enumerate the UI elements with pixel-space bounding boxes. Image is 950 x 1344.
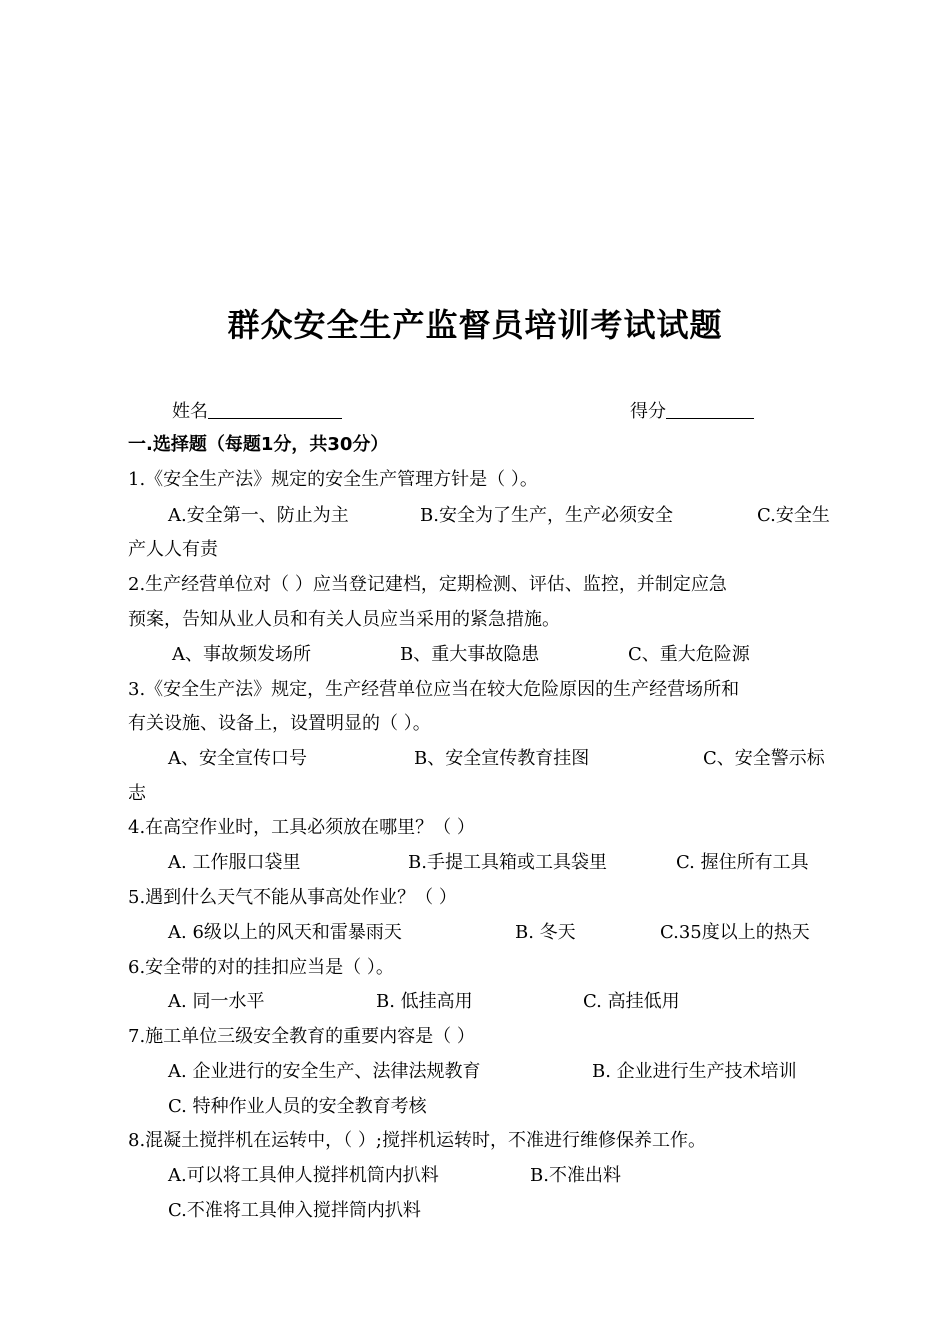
- section-title: 一.选择题（每题1分，共30分）: [128, 434, 389, 455]
- question-7-stem: 7.施工单位三级安全教育的重要内容是（ ）: [128, 1026, 475, 1047]
- question-7-option-c: C. 特种作业人员的安全教育考核: [168, 1096, 427, 1117]
- name-label: 姓名: [172, 401, 208, 422]
- question-4-option-b: B.手提工具箱或工具袋里: [408, 852, 607, 873]
- question-2-option-b: B、重大事故隐患: [400, 644, 540, 665]
- question-8-stem: 8.混凝土搅拌机在运转中，（ ）;搅拌机运转时，不准进行维修保养工作。: [128, 1130, 706, 1151]
- question-8-option-c: C.不准将工具伸入搅拌筒内扒料: [168, 1200, 421, 1221]
- question-7-option-b: B. 企业进行生产技术培训: [592, 1061, 797, 1082]
- question-2-stem-line-1: 2.生产经营单位对（ ）应当登记建档，定期检测、评估、监控，并制定应急: [128, 574, 727, 595]
- question-6-stem: 6.安全带的对的挂扣应当是（ ）。: [128, 957, 394, 978]
- question-1-continuation: 产人人有责: [128, 539, 218, 560]
- question-1-option-a: A.安全第一、防止为主: [168, 505, 349, 526]
- question-6-option-c: C. 高挂低用: [583, 991, 680, 1012]
- question-8-option-b: B.不准出料: [530, 1165, 621, 1186]
- question-5-stem: 5.遇到什么天气不能从事高处作业？（ ）: [128, 887, 457, 908]
- question-3-option-a: A、安全宣传口号: [168, 748, 307, 769]
- question-3-stem-line-1: 3.《安全生产法》规定，生产经营单位应当在较大危险原因的生产经营场所和: [128, 679, 740, 700]
- question-2-option-a: A、事故频发场所: [172, 644, 311, 665]
- question-5-option-b: B. 冬天: [515, 922, 576, 943]
- question-7-option-a: A. 企业进行的安全生产、法律法规教育: [168, 1061, 481, 1082]
- score-label: 得分: [630, 401, 666, 422]
- name-blank[interactable]: [208, 398, 342, 419]
- question-2-option-c: C、重大危险源: [628, 644, 750, 665]
- question-3-option-c: C、安全警示标: [703, 748, 825, 769]
- question-1-option-c: C.安全生: [757, 505, 830, 526]
- question-4-option-c: C. 握住所有工具: [676, 852, 809, 873]
- page-title: 群众安全生产监督员培训考试试题: [227, 306, 723, 344]
- question-5-option-c: C.35度以上的热天: [660, 922, 810, 943]
- score-field: [630, 398, 754, 425]
- question-4-option-a: A. 工作服口袋里: [168, 852, 301, 873]
- score-blank[interactable]: [666, 398, 754, 419]
- question-3-option-b: B、安全宣传教育挂图: [414, 748, 590, 769]
- name-field: [172, 398, 342, 425]
- question-6-option-a: A. 同一水平: [168, 991, 265, 1012]
- question-3-continuation: 志: [128, 783, 146, 804]
- question-5-option-a: A. 6级以上的风天和雷暴雨天: [168, 922, 402, 943]
- question-1-stem: 1.《安全生产法》规定的安全生产管理方针是（ ）。: [128, 469, 538, 490]
- question-3-stem-line-2: 有关设施、设备上，设置明显的（ ）。: [128, 713, 431, 734]
- question-6-option-b: B. 低挂高用: [376, 991, 473, 1012]
- question-4-stem: 4.在高空作业时，工具必须放在哪里？（ ）: [128, 817, 475, 838]
- question-2-stem-line-2: 预案，告知从业人员和有关人员应当采用的紧急措施。: [128, 609, 560, 630]
- question-1-option-b: B.安全为了生产，生产必须安全: [420, 505, 673, 526]
- question-8-option-a: A.可以将工具伸人搅拌机筒内扒料: [168, 1165, 439, 1186]
